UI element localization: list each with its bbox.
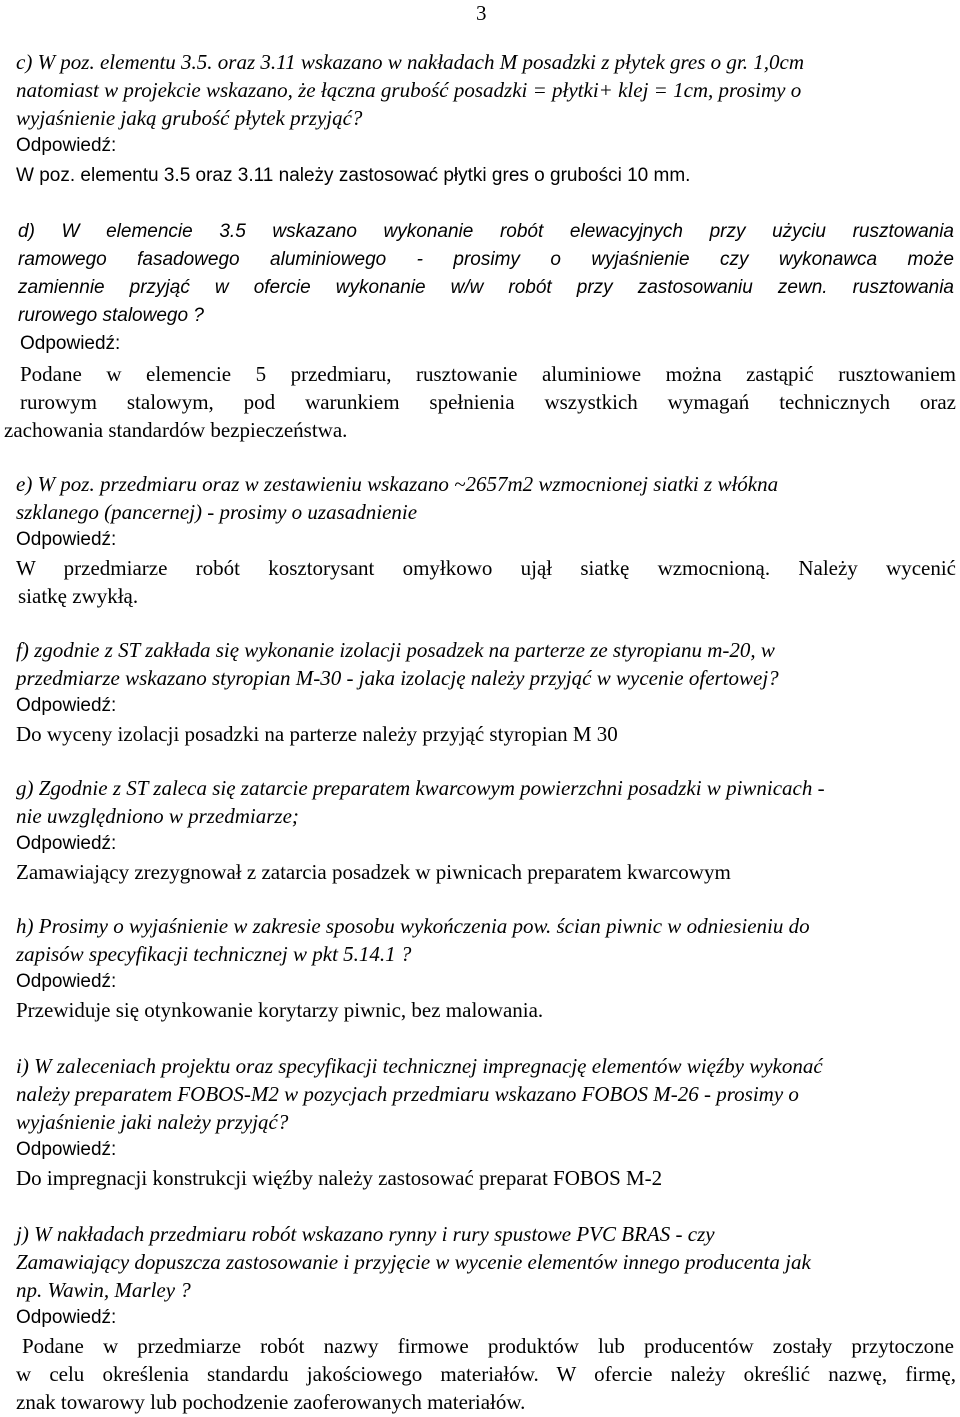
question-g-line-1: g) Zgodnie z ST zaleca się zatarcie preparatem kwarcowym powierzchni posadzki w piwnicach - (16, 776, 825, 800)
answer-d-line-1: Podane w elemencie 5 przedmiaru, rusztowanie aluminiowe można zastąpić rusztowaniem (20, 362, 956, 386)
question-d-line-3: zamiennie przyjąć w ofercie wykonanie w/w robót przy zastosowaniu zewn. rusztowania (18, 277, 954, 298)
question-h-line-2: zapisów specyfikacji technicznej w pkt 5.14.1 ? (16, 942, 412, 966)
question-i-line-1: i) W zaleceniach projektu oraz specyfikacji technicznej impregnację elementów więźby wykonać (16, 1054, 823, 1078)
question-c-line-1: c) W poz. elementu 3.5. oraz 3.11 wskazano w nakładach M posadzki z płytek gres o gr. 1,0cm (16, 50, 804, 74)
answer-j-line-3: znak towarowy lub pochodzenie zaoferowanych materiałów. (16, 1390, 526, 1414)
question-i-line-3: wyjaśnienie jaki należy przyjąć? (16, 1110, 289, 1134)
answer-label-h: Odpowiedź: (16, 971, 117, 992)
answer-d-line-2: rurowym stalowym, pod warunkiem spełnienia wszystkich wymagań technicznych oraz (20, 390, 956, 414)
answer-i-line-1: Do impregnacji konstrukcji więźby należy zastosować preparat FOBOS M-2 (16, 1166, 663, 1190)
question-j-line-1: j) W nakładach przedmiaru robót wskazano rynny i rury spustowe PVC BRAS - czy (16, 1222, 715, 1246)
answer-e-line-2: siatkę zwykłą. (18, 584, 139, 608)
question-c-line-2: natomiast w projekcie wskazano, że łączna grubość posadzki = płytki+ klej = 1cm, prosimy o (16, 78, 802, 102)
question-f-line-1: f) zgodnie z ST zakłada się wykonanie izolacji posadzek na parterze ze styropianu m-20, w (16, 638, 775, 662)
answer-label-f: Odpowiedź: (16, 695, 117, 716)
answer-d-line-3: zachowania standardów bezpieczeństwa. (4, 418, 348, 442)
answer-label-j: Odpowiedź: (16, 1307, 117, 1328)
answer-label-e: Odpowiedź: (16, 529, 117, 550)
question-g-line-2: nie uwzględniono w przedmiarze; (16, 804, 299, 828)
answer-label-g: Odpowiedź: (16, 833, 117, 854)
answer-label-c: Odpowiedź: (16, 135, 117, 156)
question-h-line-1: h) Prosimy o wyjaśnienie w zakresie sposobu wykończenia pow. ścian piwnic w odniesieniu do (16, 914, 810, 938)
answer-h-line-1: Przewiduje się otynkowanie korytarzy piwnic, bez malowania. (16, 998, 544, 1022)
answer-c-line-1: W poz. elementu 3.5 oraz 3.11 należy zastosować płytki gres o grubości 10 mm. (16, 165, 691, 186)
answer-f-line-1: Do wyceny izolacji posadzki na parterze należy przyjąć styropian M 30 (16, 722, 618, 746)
question-j-line-2: Zamawiający dopuszcza zastosowanie i przyjęcie w wycenie elementów innego producenta jak (16, 1250, 811, 1274)
answer-g-line-1: Zamawiający zrezygnował z zatarcia posadzek w piwnicach preparatem kwarcowym (16, 860, 731, 884)
question-f-line-2: przedmiarze wskazano styropian M-30 - jaka izolację należy przyjąć w wycenie ofertowej? (16, 666, 779, 690)
answer-label-d: Odpowiedź: (20, 333, 121, 354)
answer-label-i: Odpowiedź: (16, 1139, 117, 1160)
answer-e-line-1: W przedmiarze robót kosztorysant omyłkowo ujął siatkę wzmocnioną. Należy wycenić (16, 556, 956, 580)
question-j-line-3: np. Wawin, Marley ? (16, 1278, 191, 1302)
question-d-line-2: ramowego fasadowego aluminiowego - prosimy o wyjaśnienie czy wykonawca może (18, 249, 954, 270)
question-d-line-4: rurowego stalowego ? (18, 305, 204, 326)
question-i-line-2: należy preparatem FOBOS-M2 w pozycjach przedmiaru wskazano FOBOS M-26 - prosimy o (16, 1082, 799, 1106)
answer-j-line-2: w celu określenia standardu jakościowego materiałów. W ofercie należy określić nazwę, firmę, (16, 1362, 956, 1386)
question-c-line-3: wyjaśnienie jaką grubość płytek przyjąć? (16, 106, 363, 130)
page-number: 3 (476, 1, 487, 25)
question-e-line-1: e) W poz. przedmiaru oraz w zestawieniu wskazano ~2657m2 wzmocnionej siatki z włókna (16, 472, 779, 496)
answer-j-line-1: Podane w przedmiarze robót nazwy firmowe produktów lub producentów zostały przytoczone (22, 1334, 954, 1358)
question-e-line-2: szklanego (pancernej) - prosimy o uzasadnienie (16, 500, 418, 524)
question-d-line-1: d) W elemencie 3.5 wskazano wykonanie robót elewacyjnych przy użyciu rusztowania (18, 221, 954, 242)
